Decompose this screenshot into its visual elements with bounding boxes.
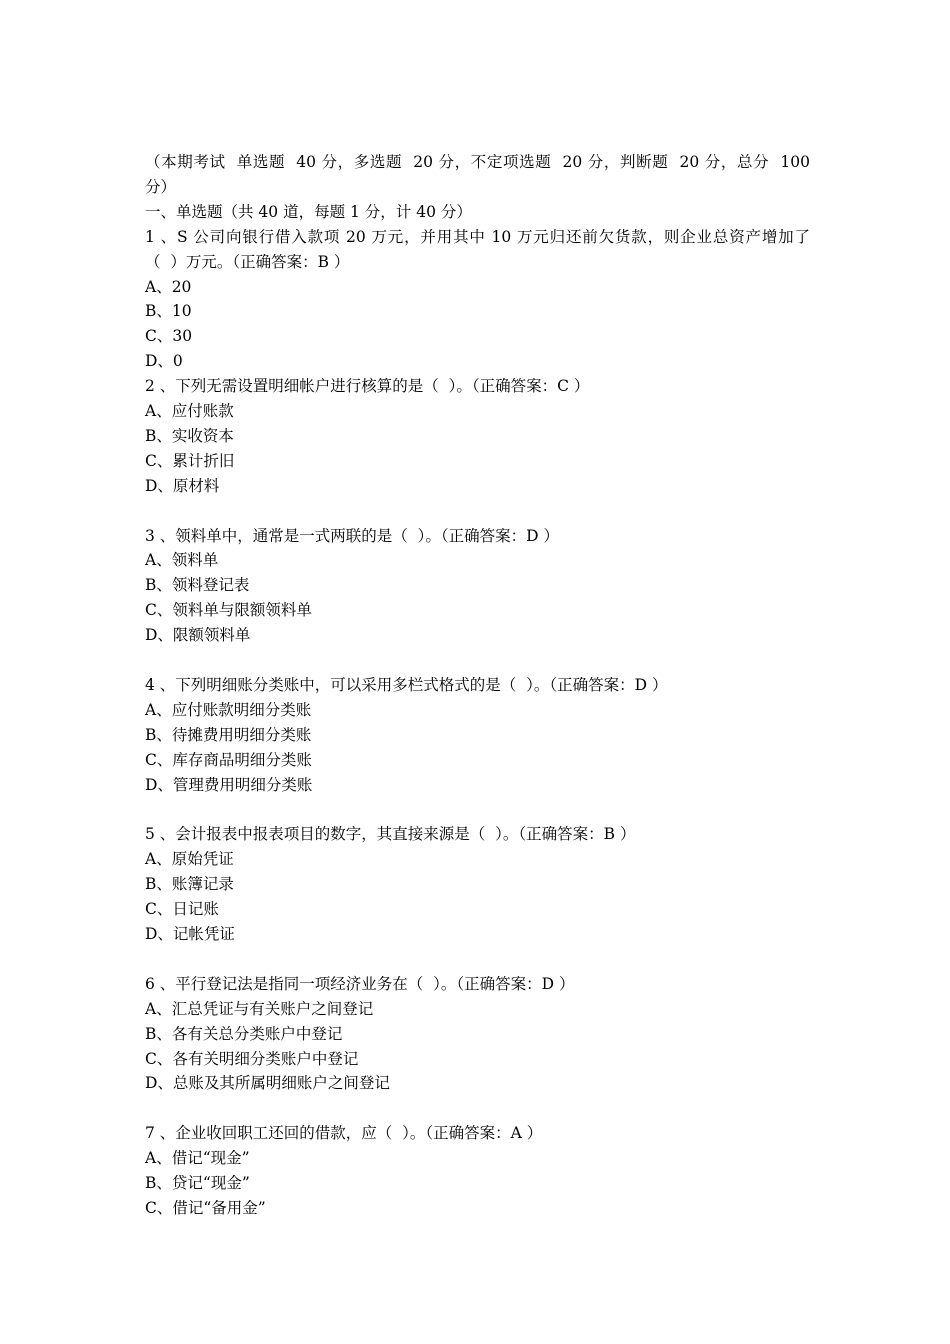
option-c: C、30 — [145, 327, 193, 346]
question-1 — [145, 225, 810, 374]
option-b: B、领料登记表 — [145, 576, 250, 595]
option-a: A、应付账款 — [145, 402, 234, 421]
blank-line — [145, 1096, 810, 1121]
question-4 — [145, 673, 810, 798]
option-c: C、各有关明细分类账户中登记 — [145, 1049, 359, 1068]
section-title: 一、单选题（共 40 道，每题 1 分，计 40 分） — [145, 202, 472, 221]
question-6 — [145, 972, 810, 1097]
blank-line — [145, 499, 810, 524]
option-b: B、账簿记录 — [145, 875, 234, 894]
question-stem: 4 、下列明细账分类账中，可以采用多栏式格式的是（ ）。（正确答案：D ） — [145, 676, 668, 694]
question-stem-continued: （ ）万元。（正确答案：B ） — [145, 252, 350, 271]
question-stem: 2 、下列无需设置明细帐户进行核算的是（ ）。（正确答案：C ） — [145, 377, 590, 396]
option-d: D、管理费用明细分类账 — [145, 775, 313, 794]
option-b: B、各有关总分类账户中登记 — [145, 1024, 343, 1043]
option-a: A、借记“现金” — [145, 1149, 250, 1168]
option-d: D、记帐凭证 — [145, 925, 235, 944]
exam-intro-line-1: （本期考试 单选题 40 分，多选题 20 分，不定项选题 20 分，判断题 20 分，总分 100 — [145, 153, 810, 171]
option-a: A、20 — [145, 277, 192, 296]
question-5 — [145, 822, 810, 947]
option-c: C、借记“备用金” — [145, 1198, 266, 1217]
option-c: C、领料单与限额领料单 — [145, 601, 312, 620]
option-a: A、应付账款明细分类账 — [145, 700, 312, 719]
option-d: D、限额领料单 — [145, 626, 251, 645]
exam-intro-line-2: 分） — [145, 177, 177, 196]
option-b: B、贷记“现金” — [145, 1174, 250, 1193]
option-c: C、库存商品明细分类账 — [145, 750, 312, 769]
question-3 — [145, 524, 810, 649]
question-stem: 1 、S 公司向银行借入款项 20 万元，并用其中 10 万元归还前欠货款，则企业总资产增加了 — [145, 227, 810, 246]
option-d: D、总账及其所属明细账户之间登记 — [145, 1074, 390, 1093]
option-b: B、待摊费用明细分类账 — [145, 725, 312, 744]
question-stem: 6 、平行登记法是指同一项经济业务在（ ）。（正确答案：D ） — [145, 974, 575, 993]
question-stem: 7 、企业收回职工还回的借款，应（ ）。（正确答案：A ） — [145, 1124, 543, 1143]
option-d: D、原材料 — [145, 476, 220, 495]
question-stem: 3 、领料单中，通常是一式两联的是（ ）。（正确答案：D ） — [145, 526, 559, 545]
document-page — [145, 150, 810, 1221]
option-c: C、累计折旧 — [145, 451, 235, 470]
question-stem: 5 、会计报表中报表项目的数字，其直接来源是（ ）。（正确答案：B ） — [145, 825, 636, 844]
option-c: C、日记账 — [145, 900, 219, 919]
question-7 — [145, 1121, 810, 1221]
blank-line — [145, 798, 810, 823]
option-d: D、0 — [145, 352, 183, 371]
blank-line — [145, 947, 810, 972]
option-b: B、实收资本 — [145, 426, 234, 445]
option-a: A、领料单 — [145, 551, 219, 570]
option-a: A、原始凭证 — [145, 850, 234, 869]
blank-line — [145, 648, 810, 673]
question-2 — [145, 374, 810, 499]
option-a: A、汇总凭证与有关账户之间登记 — [145, 999, 374, 1018]
option-b: B、10 — [145, 302, 192, 321]
